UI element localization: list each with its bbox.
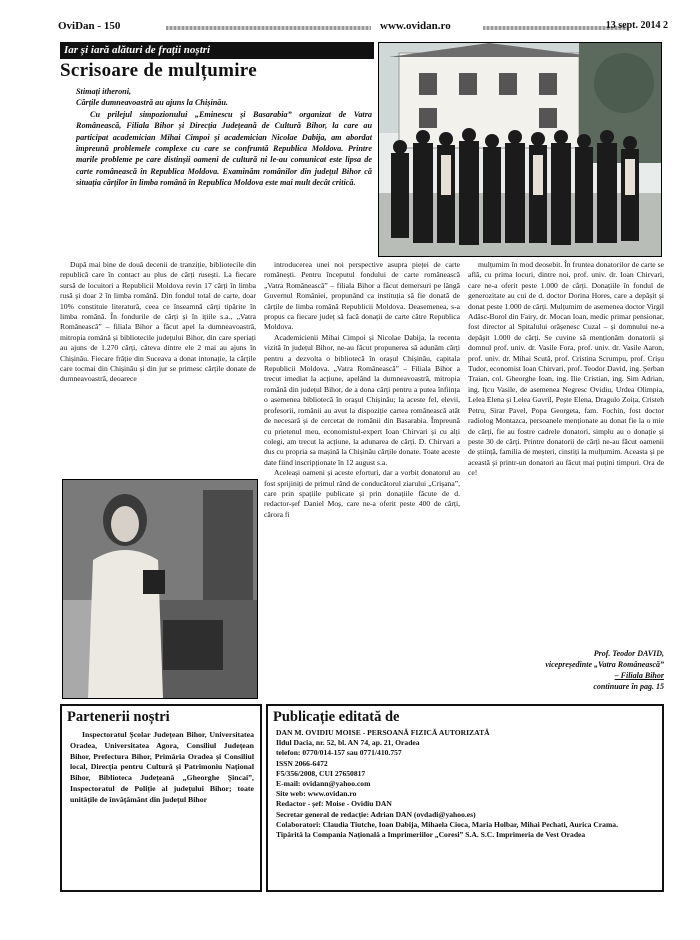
lead-line: Cărțile dumneavoastră au ajuns la Chișinău. <box>76 98 228 108</box>
article-title: Scrisoare de mulțumire <box>60 60 257 81</box>
column-paragraph: Aceleași oameni și aceste eforturi, dar a vorbit donatorul au fost sprijiniți de primul rând de conducătorul ziarului „Crișana”, care prin spațiile publicate și prin donațiile făcute de d. redactor-șef Daniel Moș, care ne-a oferit peste 400 de cărți, cărora fi <box>264 468 460 519</box>
partners-text: Inspectoratul Școlar Județean Bihor, Universitatea Oradea, Universitatea Agora, Consiliul Județean Bihor, Prefectura Bihor, Primăria Oradea și Consiliul local, Direcția pentru Cultură și Patrimoniu Național Bihor, Biblioteca Județeană „Gheorghe Șincai”, Inspectoratul de Poliție al județului Bihor; toate unitățile de învățământ din județul Bihor <box>70 730 254 804</box>
signature-branch: – Filiala Bihor <box>614 671 664 680</box>
column-paragraph: După mai bine de două decenii de tranziție, bibliotecile din republică care în contact au plus de cărți rusești. La fiecare sursă de locuitori a Republicii Moldova revin 17 cărți în limba rusă și doar 2 în limba română. Din fondul total de carte, doar 10% constituie literatură, ceea ce înseamnă cărți tipărite în limba română. În fondurile de cărți și în ițiile s.a., „Vatra Românească” – filiala Bihor a făcut apel la dumneavoastră, mitropia română și bibliotecile județului Bihor, din care speriați au ajuns de 1.270 cărți, câteva dintre ele 2 mai au ajuns în Chișinău. Fiecare frăție din Suceava a donat intonație, la cărțile care tocmai din Chișinău și din jur se primesc cărțile donate de dumneavoastră, deoarece <box>60 260 256 384</box>
publisher-line: Site web: www.ovidan.ro <box>276 789 357 799</box>
publisher-details <box>268 726 662 840</box>
column-paragraph: introducerea unei noi perspective asupra pieței de carte românești. Pentru începutul fondului de carte românească „Vatra Românească” – filiala Bihor a făcut demersuri pe lângă Guvernul României, propunând ca instituția să fie donată de cărțile de limba română Republicii Moldova. Deasemenea, s-a propus ca fiecare județ să facă donații de carte către Republica Moldova. <box>264 260 460 332</box>
publisher-line: ISSN 2066-6472 <box>276 758 328 768</box>
article-column-3 <box>468 260 664 479</box>
publisher-title: Publicație editată de <box>273 709 400 725</box>
continuation-note: continuare în pag. 15 <box>593 682 664 691</box>
publisher-line: Tipărită la Compania Națională a Imprimeriilor „Coresi” S.A. S.C. Imprimeria de Vest Oradea <box>276 830 586 840</box>
signature-role: vicepreședinte „Vatra Românească” <box>545 660 664 669</box>
woman-photo-image <box>63 480 257 698</box>
publisher-line: E-mail: ovidann@yahoo.com <box>276 779 371 789</box>
column-paragraph: mulțumim în mod deosebit. În fruntea donatorilor de carte se află, cu prima locuri, dintre noi, prof. univ. dr. Ioan Chirvari, care ne-a oferit peste 1.000 de cărți. Donațiile în fondul de generozitate au cui de d. doctor Dorina Hores, care a depășit și donat peste 1.000 de cărți. Mulțumim de asemenea doctor Virgil Adăsc-Borol din Fairy, dr. Mocan Ioan, medic primar pensionar, fost director al Spitalului orășenesc Cuzal – și domnului ne-a depășit 1.000 de cărți. Se cuvine să menționăm donatorii și domnul prof. univ. dr. Vasile Fora, prof. univ. dr. Vasile Aaron, prof. univ. dr. Mihai Scută, prof. Cristina Scrumpu, prof. Crișu Tudor, economist Ioan Chirvari, prof. Teodor David, ing. Șerban Traian, col. Gheorghe Ioan, ing. Ilie Cristian, ing. Sim Adrian, ing. Ițcu Vasile, de asemenea Negresc Ovidiu, Urdea Olimpia, Lelea Elena și Lelea Gavril, Pește Elena, Dragulo Zoița, Cristeh Petru, Sirar Pavel, Popa Georgeta, fam. Fochin, fost doctor radiolog Montazca, persoanele menționate au donat fie la o mie de cărți, fie au fostre cadrele donatori, simplu au o donație și peste 30 de cărți. Printre donatorii de cărți ne-au făcut oamenii de știință, familia de meșteri, cinstiți la mulțumim. Aceasta și pe această și printr-un donatori au făcut mai puțini timpuri. Ora de ce! <box>468 260 664 478</box>
publisher-line: F5/356/2008, CUI 27650817 <box>276 768 366 778</box>
article-signature <box>468 648 664 692</box>
lead-paragraph: Cu prilejul simpozionului „Eminescu și Basarabia” organizat de Vatra Românească, Filiala Bihor și Direcția Județeană de Cultură Bihor, la care au participat academician Mihai Cimpoi și academician Nicolae Dabija, am abordat împreună problemele complexe cu care se confruntă Republica Moldova. Printre marile probleme pe care distinșii oameni de cultură ni le-au comunicat este lipsa de carte românească în Republica Moldova. Examinăm românilor din județul Bihor că situația cărților în limba română în Republica Moldova este mai mult decât critică. <box>76 109 372 188</box>
group-photo-image <box>379 43 661 256</box>
article-column-1 <box>60 260 256 385</box>
publisher-line: Ildul Dacia, nr. 52, bl. AN 74, ap. 21, Oradea <box>276 738 420 748</box>
publisher-line: DAN M. OVIDIU MOISE - PERSOANĂ FIZICĂ AUTORIZATĂ <box>276 728 490 737</box>
header-rule-left <box>166 26 371 30</box>
lead-greeting: Stimați itheroni, <box>76 87 132 96</box>
publisher-line: Secretar general de redacție: Adrian DAN (ovdadi@yahoo.es) <box>276 809 476 819</box>
group-photo <box>378 42 662 257</box>
header-date-page: 13 sept. 2014 2 <box>605 20 668 31</box>
publisher-line: telefon: 0770/014-157 sau 0771/410.757 <box>276 748 402 758</box>
publisher-line: Redactor - șef: Moise - Ovidiu DAN <box>276 799 392 809</box>
publisher-box <box>266 704 664 892</box>
signature-name: Prof. Teodor DAVID, <box>593 649 664 658</box>
header-website: www.ovidan.ro <box>380 20 451 32</box>
publisher-line: Colaboratori: Claudia Tiutche, Ioan Dabija, Mihaela Cioca, Maria Holbar, Mihai Pechati, Aurica Crama. <box>276 819 618 829</box>
partners-title: Partenerii noștri <box>67 709 170 725</box>
column-paragraph: Academicienii Mihai Cimpoi și Nicolae Dabija, la recenta vizită în județul Bihor, ne-au făcut propunerea să adunăm cărți pentru a dezvolta o bibliotecă în orașul Chișinău, capitala Republicii Moldova. „Vatra Românească” – Filiala Bihor a trecut imediat la acțiune, apelând la dumneavoastră, mitropia română din județul Bihor, de a dona cărți pentru a putea înființa o asemenea bibliotecă în orașul Chișinău; la aceste fel, elevii, profesorii, românii au avut la dispoziție cartea românească atât de necesară și de cercetat de românii din Basarabia. Împreună cu prietenul meu, economistul-expert Ioan Chirvari și cu alți colegi, am trecut la acțiune, la adunarea de cărți. D. Chirvari a dus cu propria sa mașină la Chișinău cărțile donate. Toate aceste date fiind inscripționate în 12 august s.a. <box>264 332 460 467</box>
header-issue: OviDan - 150 <box>58 20 121 32</box>
article-kicker: Iar și iară alături de frații noștri <box>60 42 374 59</box>
article-lead <box>76 86 372 189</box>
partners-box <box>60 704 262 892</box>
page-header <box>58 20 668 36</box>
article-column-2 <box>264 260 460 520</box>
woman-photo <box>62 479 258 699</box>
